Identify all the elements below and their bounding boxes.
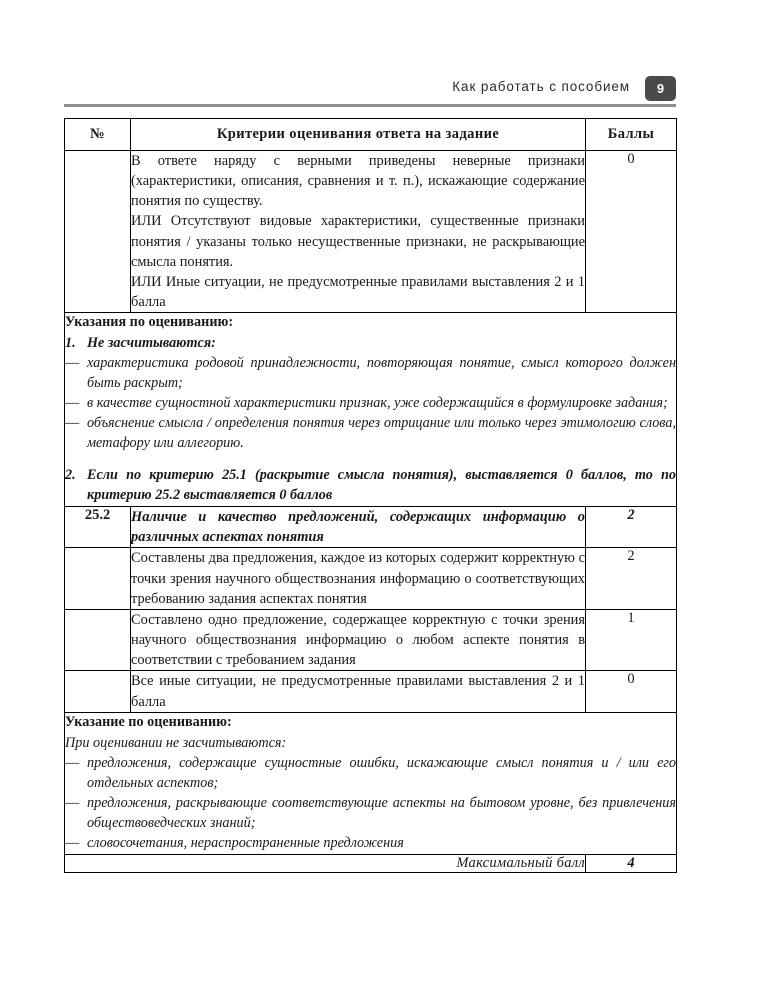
dash-icon: — bbox=[65, 834, 80, 851]
row-number: 25.2 bbox=[65, 507, 131, 548]
dash-icon: — bbox=[65, 795, 80, 812]
guidance-item-text: объяснение смысла / определения понятия через отрицание или только через этимологию слова, метафору или аллегорию. bbox=[87, 414, 676, 451]
guidance-lead-text: Не засчитываются: bbox=[87, 335, 216, 352]
table-row-total bbox=[65, 854, 677, 872]
row-criteria-text bbox=[131, 548, 586, 609]
guidance-list-item bbox=[65, 834, 676, 854]
row-score: 2 bbox=[586, 548, 677, 609]
row-number bbox=[65, 548, 131, 609]
guidance-title: Указания по оцениванию: bbox=[65, 314, 234, 331]
row-score: 2 bbox=[586, 507, 677, 548]
guidance-list-item bbox=[65, 794, 676, 834]
criteria-table bbox=[64, 118, 677, 873]
criteria-line: ИЛИ Отсутствуют видовые характеристики, существенные признаки понятия / указаны только несущественные признаки, не раскрывающие смысла понятия. bbox=[131, 213, 585, 270]
page-number-badge: 9 bbox=[645, 76, 676, 101]
table-row bbox=[65, 609, 677, 670]
running-head-title: Как работать с пособием bbox=[452, 79, 630, 94]
column-header-criteria: Критерии оценивания ответа на задание bbox=[131, 119, 586, 151]
spacer bbox=[65, 453, 676, 466]
row-criteria-text bbox=[131, 151, 586, 313]
guidance-paragraph bbox=[65, 466, 676, 506]
guidance-numbered-lead bbox=[65, 334, 676, 354]
running-head bbox=[64, 78, 676, 102]
header-divider bbox=[64, 104, 676, 107]
table-row-guidance bbox=[65, 313, 677, 507]
guidance-list-item bbox=[65, 394, 676, 414]
row-score: 0 bbox=[586, 151, 677, 313]
guidance-block-1 bbox=[65, 313, 677, 507]
dash-icon: — bbox=[65, 755, 80, 772]
guidance-item-text: в качестве сущностной характеристики признак, уже содержащийся в формулировке задания; bbox=[87, 394, 668, 411]
row-number bbox=[65, 609, 131, 670]
column-header-score: Баллы bbox=[586, 119, 677, 151]
guidance-item-text: словосочетания, нераспространенные предложения bbox=[87, 834, 404, 851]
guidance-item-text: характеристика родовой принадлежности, повторяющая понятие, смысл которого должен быть раскрыт; bbox=[87, 355, 676, 391]
guidance-list-item bbox=[65, 354, 676, 394]
guidance-lead: При оценивании не засчитываются: bbox=[65, 734, 287, 751]
criteria-line: Составлено одно предложение, содержащее корректную с точки зрения научного обществознания информацию о любом аспекте понятия в соответствии с требованием задания bbox=[131, 611, 585, 669]
guidance-title: Указание по оцениванию: bbox=[65, 713, 232, 730]
row-criteria-text bbox=[131, 671, 586, 712]
row-score: 1 bbox=[586, 609, 677, 670]
dash-icon: — bbox=[65, 394, 80, 411]
table-row bbox=[65, 151, 677, 313]
total-score: 4 bbox=[586, 854, 677, 872]
table-header-row bbox=[65, 119, 677, 151]
guidance-paragraph-text: Если по критерию 25.1 (раскрытие смысла понятия), выставляется 0 баллов, то по критерию 25.2 выставляется 0 баллов bbox=[87, 467, 676, 504]
row-criteria-text bbox=[131, 507, 586, 548]
table-row bbox=[65, 671, 677, 712]
guidance-list-item bbox=[65, 414, 676, 454]
criteria-line: Все иные ситуации, не предусмотренные правилами выставления 2 и 1 балла bbox=[131, 673, 585, 710]
criteria-line: В ответе наряду с верными приведены неверные признаки (характеристики, описания, сравнения и т. п.), искажающие содержание понятия по существу. bbox=[131, 153, 585, 210]
table-row-guidance bbox=[65, 712, 677, 854]
guidance-block-2 bbox=[65, 712, 677, 854]
guidance-number: 1. bbox=[65, 335, 76, 352]
row-number bbox=[65, 671, 131, 712]
guidance-item-text: предложения, раскрывающие соответствующие аспекты на бытовом уровне, без привлечения обществоведческих знаний; bbox=[87, 795, 676, 832]
dash-icon: — bbox=[65, 414, 80, 431]
criteria-line: ИЛИ Иные ситуации, не предусмотренные правилами выставления 2 и 1 балла bbox=[131, 273, 585, 311]
table-row bbox=[65, 507, 677, 548]
dash-icon: — bbox=[65, 355, 80, 371]
row-criteria-text bbox=[131, 609, 586, 670]
guidance-list-item bbox=[65, 754, 676, 794]
table-row bbox=[65, 548, 677, 609]
row-number bbox=[65, 151, 131, 313]
column-header-number: № bbox=[65, 119, 131, 151]
criteria-line: Наличие и качество предложений, содержащих информацию о различных аспектах понятия bbox=[131, 509, 585, 546]
criteria-line: Составлены два предложения, каждое из которых содержит корректную с точки зрения научного обществознания информацию о соответствующих требованию задания аспектах понятия bbox=[131, 550, 585, 607]
row-score: 0 bbox=[586, 671, 677, 712]
guidance-item-text: предложения, содержащие сущностные ошибки, искажающие смысл понятия и / или его отдельных аспектов; bbox=[87, 755, 676, 792]
guidance-number: 2. bbox=[65, 467, 76, 484]
total-label: Максимальный балл bbox=[65, 854, 586, 872]
